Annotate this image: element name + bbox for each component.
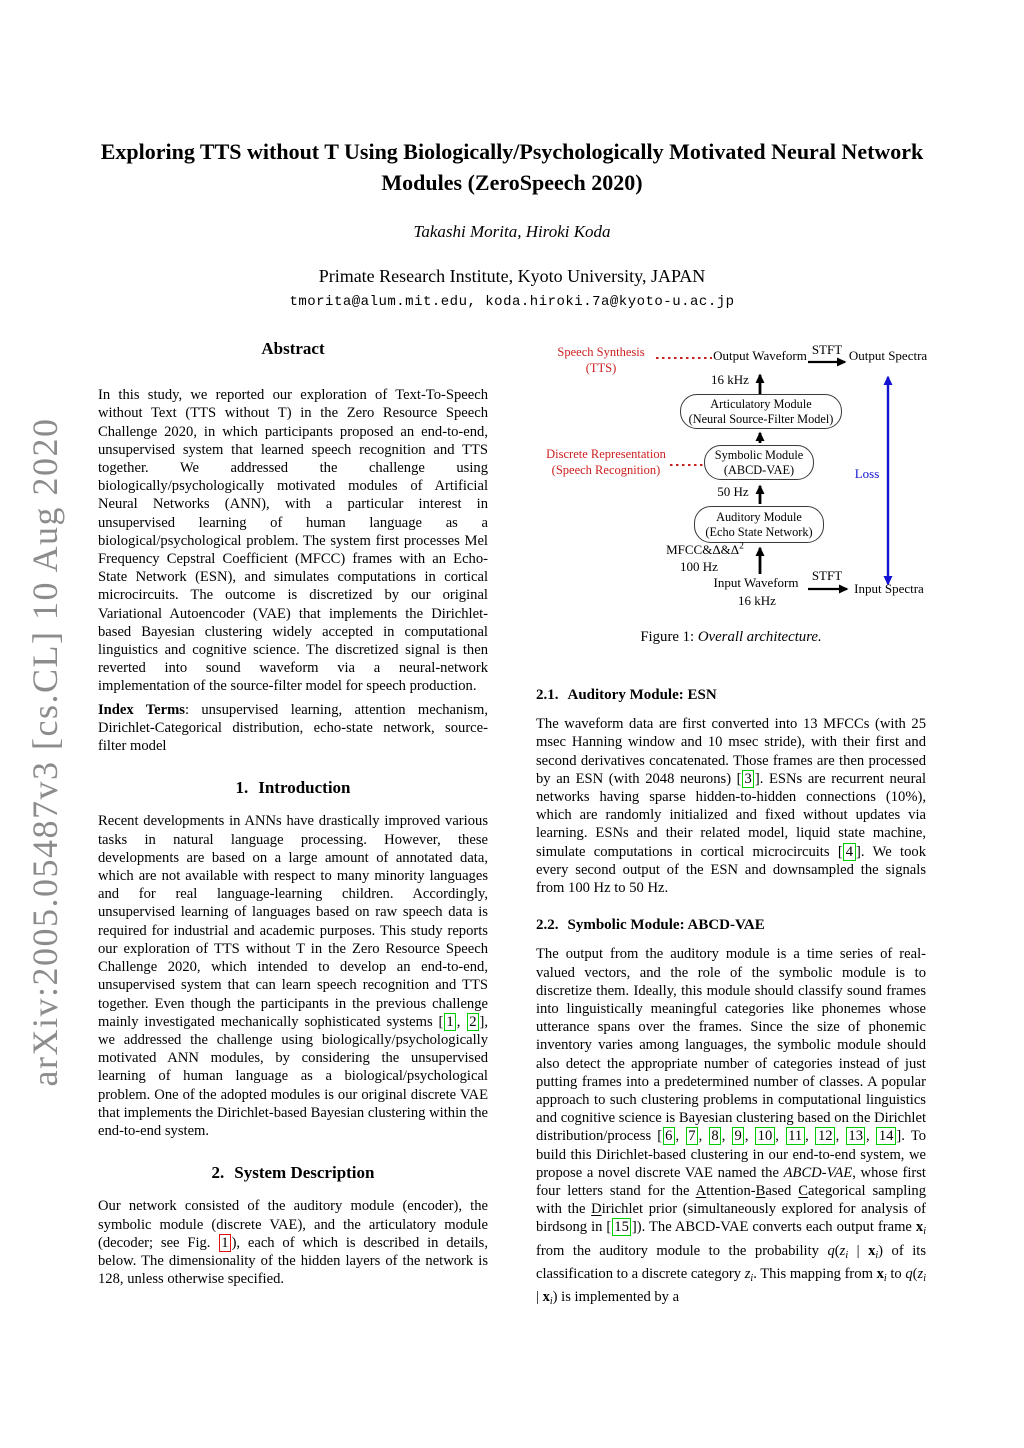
text-segment: , whose first four letters stand for the	[536, 1164, 926, 1200]
rate-50hz-label: 50 Hz	[717, 484, 749, 499]
section-title: System Description	[234, 1163, 375, 1183]
text-segment: ased	[765, 1183, 799, 1200]
text-segment: i	[923, 1272, 926, 1284]
text-segment: ]. We took every second output of the ESN and downsampled the signals from 100 Hz to 50 Hz.	[536, 843, 926, 897]
citation-link[interactable]: 14	[876, 1127, 896, 1145]
text-segment: ttention-	[706, 1183, 756, 1200]
citation-link[interactable]: 8	[709, 1127, 721, 1145]
affiliation-line: Primate Research Institute, Kyoto University, JAPAN	[318, 266, 706, 286]
speech-synthesis-label	[542, 344, 660, 376]
articulatory-module-box	[680, 394, 842, 429]
text-segment: Recent developments in ANNs have drastically improved various tasks in natural language processing. However, these developments are based on a large amount of annotated data, which are not available with respect to many minority languages and for real language-learning children. Accordingly, unsupervised learning of languages based on raw speech data is required for industrial and academic purposes. This study reports our exploration of TTS without T in the Zero Resource Speech Challenge 2020, which intended to develop an end-to-end, unsupervised system that can learn speech recognition and TTS together. Even though the participants in the previous challenge mainly investigated mechanically sophisticated systems [	[98, 813, 488, 1030]
text-segment: i	[750, 1272, 754, 1284]
subsection-heading-symbolic-module	[536, 916, 926, 934]
text-segment: The output from the auditory module is a time series of real-valued vectors, and the role of the symbolic module is to discretize them. Ideally, this module should classify sound frames into linguistically meaningful categories like phonemes whose utterance spans over the frames. Since the size of phonemic inventory varies among languages, the symbolic module should also detect the appropriate number of categories instead of just putting frames into a predetermined number of classes. A popular approach to such clustering problems in computational linguistics and cognitive science is Bayesian clustering based on the Dirichlet distribution/process [	[536, 946, 926, 1145]
text-segment: x	[868, 1242, 876, 1259]
text-segment: |	[536, 1289, 543, 1306]
text-segment: The waveform data are first converted into 13 MFCCs (with 25 msec Hanning window and 10 msec stride), with their first and second derivatives concatenated. Those frames are then processed by an ESN (with 2048 neurons) [	[536, 716, 926, 787]
abstract-paragraph: In this study, we reported our exploration of Text-To-Speech without Text (TTS without T) in the Zero Resource Speech Challenge 2020, in which participants proposed an end-to-end, unsupervised system that learned speech recognition and TTS together. We addressed the challenge using biologically/psychologically motivated modules of Artificial Neural Networks (ANN), with a particular interest in unsupervised learning of human language as a biological/psychological problem. The system first processes Mel Frequency Cepstral Coefficient (MFCC) frames with an Echo-State Network (ESN), and simulates computations in cortical microcircuits. The outcome is discretized by our original Variational Autoencoder (VAE) that implements the Dirichlet-based Bayesian clustering widely accepted in computational linguistics and cognitive science. The discretized signal is then reverted into sound waveform via a neural-network implementation of the source-filter model for speech production.	[98, 387, 488, 695]
text-segment: ]). The ABCD-VAE converts each output frame	[631, 1219, 916, 1236]
subsection-title: Symbolic Module: ABCD-VAE	[567, 917, 765, 934]
rate-100hz-label: 100 Hz	[680, 559, 718, 574]
text-segment: ,	[675, 1128, 686, 1145]
subsection-number: 2.2.	[536, 917, 559, 934]
symbolic-module-box	[704, 445, 814, 480]
mfcc-delta-label	[656, 542, 754, 558]
input-spectra-label: Input Spectra	[854, 581, 924, 596]
text-segment: B	[755, 1183, 766, 1200]
text-segment: ]. ESNs are recurrent neural networks having sparse hidden-to-hidden connections (10%), which are randomly initialized and fixed without updates via learning. ESNs and their related model, liquid state machine, simulate computations in cortical microcircuits [	[536, 770, 926, 860]
citation-link[interactable]: 15	[612, 1218, 632, 1236]
text-segment: ) of its classification to a discrete category	[536, 1242, 926, 1282]
text-segment: q	[905, 1265, 913, 1282]
text-segment: ), each of which is described in details, below. The dimensionality of the hidden layers of the network is 128, unless otherwise specified.	[98, 1234, 488, 1288]
text-segment: Our network consisted of the auditory module (encoder), the symbolic module (discrete VAE), and the articulatory module (decoder; see Fig.	[98, 1198, 488, 1251]
figure-caption-prefix: Figure 1:	[640, 629, 698, 645]
text-segment: Index Terms	[98, 701, 185, 718]
citation-link[interactable]: 13	[846, 1127, 866, 1145]
rate-16khz-top-label: 16 kHz	[711, 372, 749, 387]
articulatory-module-line1: Articulatory Module	[710, 396, 812, 411]
citation-link[interactable]: 1	[444, 1013, 456, 1031]
text-segment: A	[695, 1183, 707, 1200]
discrete-representation-line1: Discrete Representation	[546, 447, 666, 461]
text-segment: i	[875, 1249, 879, 1261]
paper-header	[0, 0, 1024, 310]
left-column	[98, 338, 488, 1311]
text-segment: x	[542, 1289, 550, 1306]
text-segment: ,	[456, 1013, 467, 1030]
system-description-paragraph	[98, 1197, 488, 1288]
text-segment: ,	[835, 1128, 846, 1145]
citation-link[interactable]: 2	[467, 1013, 479, 1031]
text-segment: z	[917, 1265, 924, 1282]
section-number: 2.	[211, 1163, 225, 1183]
input-waveform-label: Input Waveform	[713, 575, 799, 590]
text-segment: |	[848, 1242, 869, 1259]
citation-link[interactable]: 9	[732, 1127, 744, 1145]
text-segment: : unsupervised learning, attention mechanism, Dirichlet-Categorical distribution, echo-state network, source-filter model	[98, 701, 488, 755]
abstract-heading: Abstract	[261, 339, 325, 358]
citation-link[interactable]: 7	[686, 1127, 698, 1145]
figure-caption-text: Overall architecture.	[697, 629, 822, 645]
citation-link[interactable]: 4	[843, 843, 855, 861]
symbolic-module-paragraph	[536, 945, 926, 1311]
text-segment: x	[915, 1219, 924, 1236]
right-column	[536, 338, 926, 1311]
text-segment: ]. To build this Dirichlet-based clustering in our end-to-end system, we propose a novel discrete VAE named the	[536, 1128, 927, 1181]
auditory-module-line1: Auditory Module	[716, 509, 802, 524]
output-spectra-label: Output Spectra	[848, 348, 928, 363]
text-segment: to	[886, 1265, 906, 1282]
symbolic-module-line1: Symbolic Module	[714, 447, 804, 462]
text-segment: i	[883, 1272, 887, 1284]
stft-bottom-label: STFT	[811, 568, 843, 583]
authors-line: Takashi Morita, Hiroki Koda	[413, 222, 611, 241]
section-heading-introduction	[98, 779, 488, 797]
text-segment: (	[912, 1265, 918, 1282]
auditory-module-line2: (Echo State Network)	[705, 524, 813, 539]
figure-caption	[536, 628, 926, 646]
introduction-paragraph	[98, 812, 488, 1140]
output-waveform-label: Output Waveform	[713, 348, 807, 363]
text-segment: (	[834, 1242, 840, 1259]
citation-link[interactable]: 3	[742, 770, 754, 788]
text-segment: ,	[775, 1128, 786, 1145]
text-segment: z	[744, 1265, 751, 1282]
text-segment: ategorical sampling with the	[536, 1183, 926, 1218]
speech-synthesis-line1: Speech Synthesis	[557, 345, 645, 359]
discrete-representation-line2: (Speech Recognition)	[551, 463, 661, 477]
auditory-module-paragraph	[536, 715, 926, 897]
speech-synthesis-line2: (TTS)	[585, 361, 617, 375]
citation-link[interactable]: 11	[786, 1127, 805, 1145]
two-column-body	[0, 338, 1024, 1311]
auditory-module-box	[694, 506, 824, 543]
text-segment: ,	[805, 1128, 815, 1145]
text-segment: i	[923, 1226, 926, 1238]
index-terms-paragraph	[98, 701, 488, 756]
paper-title: Exploring TTS without T Using Biologically/Psychologically Motivated Neural Network Modules (ZeroSpeech 2020)	[100, 139, 924, 195]
text-segment: i	[549, 1296, 553, 1308]
discrete-representation-label	[536, 446, 676, 478]
text-segment: D	[591, 1201, 602, 1218]
text-segment: ABCD-VAE	[783, 1164, 853, 1181]
citation-link[interactable]: 12	[815, 1127, 835, 1145]
text-segment: ) is implemented by a	[552, 1289, 680, 1306]
citation-link[interactable]: 10	[755, 1127, 775, 1145]
text-segment: irichlet prior (simultaneously explored for analysis of birdsong in [	[536, 1201, 926, 1236]
subsection-number: 2.1.	[536, 687, 559, 703]
text-segment: ,	[721, 1128, 732, 1145]
symbolic-module-line2: (ABCD-VAE)	[723, 462, 795, 477]
section-heading-system-description	[98, 1164, 488, 1182]
subsection-heading-auditory-module	[536, 686, 926, 704]
text-segment: ,	[744, 1128, 755, 1145]
text-segment: ], we addressed the challenge using biologically/psychologically motivated ANN modules, by considering the unsupervised learning of human language as a biological/psychological problem. One of the adopted modules is our original discrete VAE that implements the Dirichlet-based Bayesian clustering within the end-to-end system.	[98, 1013, 489, 1139]
text-segment: . This mapping from	[753, 1265, 877, 1282]
figure-1-architecture-diagram	[536, 342, 926, 654]
arxiv-watermark: arXiv:2005.05487v3 [cs.CL] 10 Aug 2020	[25, 417, 65, 1087]
text-segment: ,	[698, 1128, 709, 1145]
rate-16khz-bottom-label: 16 kHz	[738, 593, 776, 608]
figure-reference-link[interactable]: 1	[219, 1234, 231, 1252]
text-segment: z	[839, 1242, 846, 1259]
text-segment: 2	[739, 541, 744, 552]
text-segment: MFCC&Δ&Δ	[666, 542, 740, 557]
articulatory-module-line2: (Neural Source-Filter Model)	[688, 411, 834, 426]
emails-line: tmorita@alum.mit.edu, koda.hiroki.7a@kyoto-u.ac.jp	[289, 294, 735, 310]
text-segment: C	[798, 1183, 808, 1200]
text-segment: x	[876, 1265, 884, 1282]
subsection-title: Auditory Module: ESN	[567, 687, 717, 703]
text-segment: i	[845, 1249, 849, 1261]
section-number: 1.	[235, 778, 249, 798]
stft-top-label: STFT	[811, 342, 843, 357]
text-segment: ,	[865, 1128, 876, 1145]
text-segment: q	[827, 1242, 835, 1259]
loss-label: Loss	[854, 466, 880, 481]
section-title: Introduction	[258, 778, 351, 798]
text-segment: from the auditory module to the probability	[536, 1242, 828, 1259]
citation-link[interactable]: 6	[663, 1127, 675, 1145]
